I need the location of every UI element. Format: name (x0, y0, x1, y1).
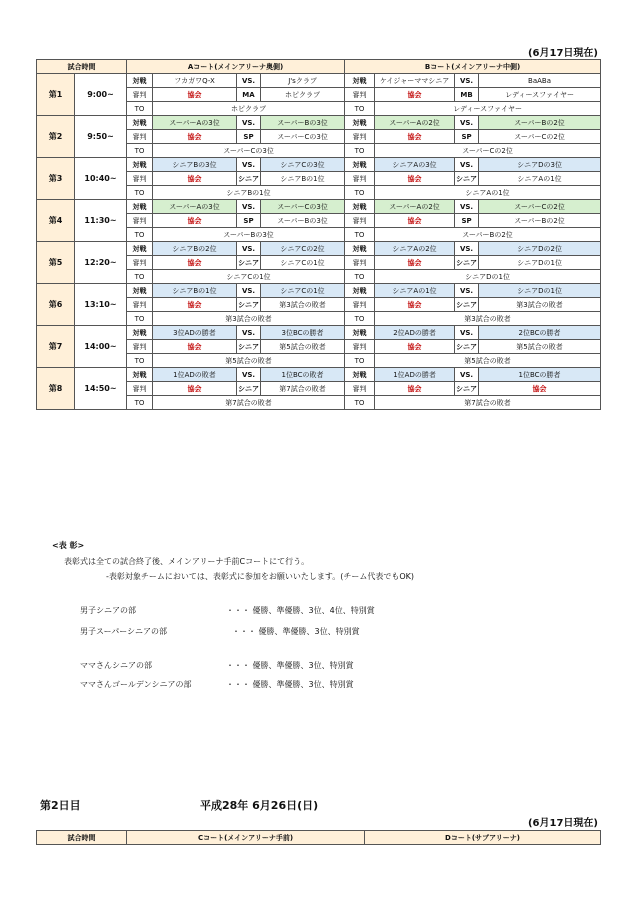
division-name: ママさんシニアの部 (80, 661, 152, 670)
slot-time: 14:00~ (75, 326, 127, 368)
match-row (37, 116, 601, 130)
to-label: TO (127, 270, 153, 284)
team-2: シニアCの1位 (261, 284, 345, 298)
day1-schedule-table (36, 59, 601, 410)
to-team: スーパーBの3位 (153, 228, 345, 242)
to-label: TO (345, 312, 375, 326)
slot-number: 第6 (37, 284, 75, 326)
to-team: 第7試合の敗者 (153, 396, 345, 410)
team-1: シニアAの2位 (375, 242, 455, 256)
to-team: スーパーCの2位 (375, 144, 601, 158)
ref-label: 審判 (127, 172, 153, 186)
team-1: 1位ADの敗者 (153, 368, 237, 382)
to-label: TO (127, 228, 153, 242)
slot-number: 第2 (37, 116, 75, 158)
team-1: スーパーAの2位 (375, 116, 455, 130)
ref-team: 第3試合の敗者 (261, 298, 345, 312)
ref-association: 協会 (375, 172, 455, 186)
team-1: 3位ADの勝者 (153, 326, 237, 340)
day2-header-row (37, 831, 601, 845)
to-label: TO (127, 186, 153, 200)
vs-label: VS. (455, 368, 479, 382)
team-1: シニアAの1位 (375, 284, 455, 298)
vs-label: VS. (455, 284, 479, 298)
to-label: TO (127, 144, 153, 158)
ref-code: MA (237, 88, 261, 102)
ref-association: 協会 (153, 130, 237, 144)
team-2: スーパーBの2位 (479, 116, 601, 130)
team-2: スーパーCの3位 (261, 200, 345, 214)
team-2: BaABa (479, 74, 601, 88)
team-2: スーパーBの3位 (261, 116, 345, 130)
ref-association: 協会 (153, 298, 237, 312)
ref-association: 協会 (375, 130, 455, 144)
ref-team: シニアCの1位 (261, 256, 345, 270)
ref-code: シニア (455, 382, 479, 396)
team-1: シニアBの3位 (153, 158, 237, 172)
ref-label: 審判 (127, 214, 153, 228)
header-court-a: Aコート(メインアリーナ奥側) (127, 60, 345, 74)
day2-header-court-d: Dコート(サブアリーナ) (365, 831, 601, 845)
award-line-1: 表彰式は全ての試合終了後、メインアリーナ手前Cコートにて行う。 (64, 557, 310, 566)
ref-team: スーパーBの3位 (261, 214, 345, 228)
ref-label: 審判 (345, 172, 375, 186)
to-team: 第5試合の敗者 (375, 354, 601, 368)
vs-label: VS. (455, 116, 479, 130)
match-label: 対戦 (127, 326, 153, 340)
ref-team: シニアDの1位 (479, 256, 601, 270)
slot-number: 第3 (37, 158, 75, 200)
to-label: TO (127, 396, 153, 410)
team-1: スーパーAの2位 (375, 200, 455, 214)
ref-team: レディースファイヤー (479, 88, 601, 102)
ref-code: SP (237, 214, 261, 228)
vs-label: VS. (237, 158, 261, 172)
match-label: 対戦 (345, 74, 375, 88)
slot-time: 11:30~ (75, 200, 127, 242)
team-2: シニアDの2位 (479, 242, 601, 256)
ref-association: 協会 (375, 298, 455, 312)
slot-time: 10:40~ (75, 158, 127, 200)
to-team: シニアDの1位 (375, 270, 601, 284)
team-1: フカガワQ-X (153, 74, 237, 88)
match-row (37, 368, 601, 382)
ref-code: MB (455, 88, 479, 102)
day2-header-court-c: Cコート(メインアリーナ手前) (127, 831, 365, 845)
day2-label: 第2日目 (40, 799, 81, 812)
ref-label: 審判 (345, 382, 375, 396)
ref-team: 第5試合の敗者 (479, 340, 601, 354)
division-prizes: ・・・ 優勝、準優勝、3位、4位、特別賞 (226, 606, 375, 615)
ref-code: シニア (455, 256, 479, 270)
ref-code: シニア (455, 340, 479, 354)
ref-association: 協会 (153, 340, 237, 354)
match-row (37, 242, 601, 256)
team-2: 3位BCの勝者 (261, 326, 345, 340)
match-label: 対戦 (345, 326, 375, 340)
ref-label: 審判 (345, 298, 375, 312)
ref-association: 協会 (375, 214, 455, 228)
day2-schedule-table (36, 830, 601, 845)
match-label: 対戦 (345, 200, 375, 214)
to-label: TO (345, 144, 375, 158)
vs-label: VS. (237, 200, 261, 214)
team-2: シニアCの3位 (261, 158, 345, 172)
match-label: 対戦 (345, 368, 375, 382)
vs-label: VS. (455, 200, 479, 214)
as-of-date-day2: (6月17日現在) (527, 818, 598, 829)
vs-label: VS. (455, 242, 479, 256)
ref-code: SP (237, 130, 261, 144)
match-row (37, 74, 601, 88)
team-1: 2位ADの勝者 (375, 326, 455, 340)
team-2: J'sクラブ (261, 74, 345, 88)
award-heading: <表 彰> (52, 541, 85, 550)
ref-label: 審判 (345, 88, 375, 102)
ref-code: シニア (455, 298, 479, 312)
vs-label: VS. (455, 158, 479, 172)
ref-team: 第3試合の敗者 (479, 298, 601, 312)
ref-label: 審判 (127, 298, 153, 312)
match-label: 対戦 (127, 116, 153, 130)
to-label: TO (345, 270, 375, 284)
ref-team: スーパーBの2位 (479, 214, 601, 228)
vs-label: VS. (237, 242, 261, 256)
ref-team: シニアAの1位 (479, 172, 601, 186)
to-team: スーパーCの3位 (153, 144, 345, 158)
ref-association: 協会 (153, 214, 237, 228)
slot-number: 第8 (37, 368, 75, 410)
ref-code: シニア (237, 298, 261, 312)
team-2: スーパーCの2位 (479, 200, 601, 214)
ref-team: スーパーCの3位 (261, 130, 345, 144)
match-row (37, 158, 601, 172)
slot-number: 第7 (37, 326, 75, 368)
division-prizes: ・・・ 優勝、準優勝、3位、特別賞 (226, 661, 354, 670)
team-2: 1位BCの敗者 (261, 368, 345, 382)
ref-team: 第7試合の敗者 (261, 382, 345, 396)
team-2: 2位BCの勝者 (479, 326, 601, 340)
team-1: スーパーAの3位 (153, 116, 237, 130)
vs-label: VS. (237, 368, 261, 382)
day2-date: 平成28年 6月26日(日) (200, 799, 319, 812)
to-team: シニアAの1位 (375, 186, 601, 200)
ref-association: 協会 (375, 340, 455, 354)
ref-code: シニア (237, 256, 261, 270)
ref-team: シニアBの1位 (261, 172, 345, 186)
match-label: 対戦 (345, 284, 375, 298)
to-label: TO (127, 312, 153, 326)
ref-label: 審判 (345, 130, 375, 144)
ref-association: 協会 (153, 88, 237, 102)
match-row (37, 200, 601, 214)
as-of-date-top: (6月17日現在) (527, 48, 598, 59)
to-team: ホピクラブ (153, 102, 345, 116)
to-label: TO (345, 396, 375, 410)
to-label: TO (127, 354, 153, 368)
to-team: シニアCの1位 (153, 270, 345, 284)
ref-label: 審判 (127, 88, 153, 102)
slot-time: 9:00~ (75, 74, 127, 116)
team-1: シニアAの3位 (375, 158, 455, 172)
vs-label: VS. (455, 74, 479, 88)
ref-label: 審判 (127, 382, 153, 396)
match-label: 対戦 (345, 116, 375, 130)
ref-association: 協会 (153, 256, 237, 270)
match-label: 対戦 (127, 158, 153, 172)
ref-code: シニア (237, 340, 261, 354)
to-team: レディースファイヤー (375, 102, 601, 116)
to-label: TO (345, 228, 375, 242)
match-label: 対戦 (127, 200, 153, 214)
slot-time: 9:50~ (75, 116, 127, 158)
ref-code: シニア (237, 382, 261, 396)
to-team: 第3試合の敗者 (153, 312, 345, 326)
ref-code: SP (455, 130, 479, 144)
schedule-header-row (37, 60, 601, 74)
to-label: TO (127, 102, 153, 116)
ref-label: 審判 (127, 340, 153, 354)
division-prizes: ・・・ 優勝、準優勝、3位、特別賞 (232, 627, 360, 636)
team-2: シニアCの2位 (261, 242, 345, 256)
team-2: シニアDの3位 (479, 158, 601, 172)
match-label: 対戦 (127, 368, 153, 382)
team-1: シニアBの2位 (153, 242, 237, 256)
ref-association: 協会 (375, 382, 455, 396)
match-label: 対戦 (127, 284, 153, 298)
to-label: TO (345, 102, 375, 116)
to-team: 第3試合の敗者 (375, 312, 601, 326)
vs-label: VS. (237, 74, 261, 88)
vs-label: VS. (455, 326, 479, 340)
ref-association: 協会 (375, 88, 455, 102)
ref-association: 協会 (153, 172, 237, 186)
slot-number: 第4 (37, 200, 75, 242)
division-prizes: ・・・ 優勝、準優勝、3位、特別賞 (226, 680, 354, 689)
match-row (37, 326, 601, 340)
slot-number: 第5 (37, 242, 75, 284)
ref-label: 審判 (127, 130, 153, 144)
division-name: ママさんゴールデンシニアの部 (80, 680, 192, 689)
team-2: 1位BCの勝者 (479, 368, 601, 382)
match-label: 対戦 (345, 158, 375, 172)
ref-code: シニア (237, 172, 261, 186)
header-time: 試合時間 (37, 60, 127, 74)
team-1: ケイジャーママシニア (375, 74, 455, 88)
ref-code: シニア (455, 172, 479, 186)
slot-time: 12:20~ (75, 242, 127, 284)
award-line-2: -表彰対象チームにおいては、表彰式に参加をお願いいたします。(チーム代表でもOK) (106, 572, 415, 581)
to-label: TO (345, 354, 375, 368)
team-1: スーパーAの3位 (153, 200, 237, 214)
day2-header-time: 試合時間 (37, 831, 127, 845)
ref-label: 審判 (345, 214, 375, 228)
team-1: シニアBの1位 (153, 284, 237, 298)
to-team: 第7試合の敗者 (375, 396, 601, 410)
ref-team: 協会 (479, 382, 601, 396)
ref-team: スーパーCの2位 (479, 130, 601, 144)
ref-team: ホピクラブ (261, 88, 345, 102)
ref-association: 協会 (375, 256, 455, 270)
ref-code: SP (455, 214, 479, 228)
slot-number: 第1 (37, 74, 75, 116)
vs-label: VS. (237, 116, 261, 130)
team-2: シニアDの1位 (479, 284, 601, 298)
to-label: TO (345, 186, 375, 200)
vs-label: VS. (237, 326, 261, 340)
slot-time: 14:50~ (75, 368, 127, 410)
ref-label: 審判 (345, 340, 375, 354)
ref-association: 協会 (153, 382, 237, 396)
match-label: 対戦 (127, 74, 153, 88)
to-team: スーパーBの2位 (375, 228, 601, 242)
match-label: 対戦 (345, 242, 375, 256)
ref-label: 審判 (345, 256, 375, 270)
ref-label: 審判 (127, 256, 153, 270)
to-team: 第5試合の敗者 (153, 354, 345, 368)
ref-team: 第5試合の敗者 (261, 340, 345, 354)
match-row (37, 284, 601, 298)
to-team: シニアBの1位 (153, 186, 345, 200)
match-label: 対戦 (127, 242, 153, 256)
slot-time: 13:10~ (75, 284, 127, 326)
vs-label: VS. (237, 284, 261, 298)
division-name: 男子スーパーシニアの部 (80, 627, 168, 636)
header-court-b: Bコート(メインアリーナ中側) (345, 60, 601, 74)
team-1: 1位ADの勝者 (375, 368, 455, 382)
division-name: 男子シニアの部 (80, 606, 136, 615)
